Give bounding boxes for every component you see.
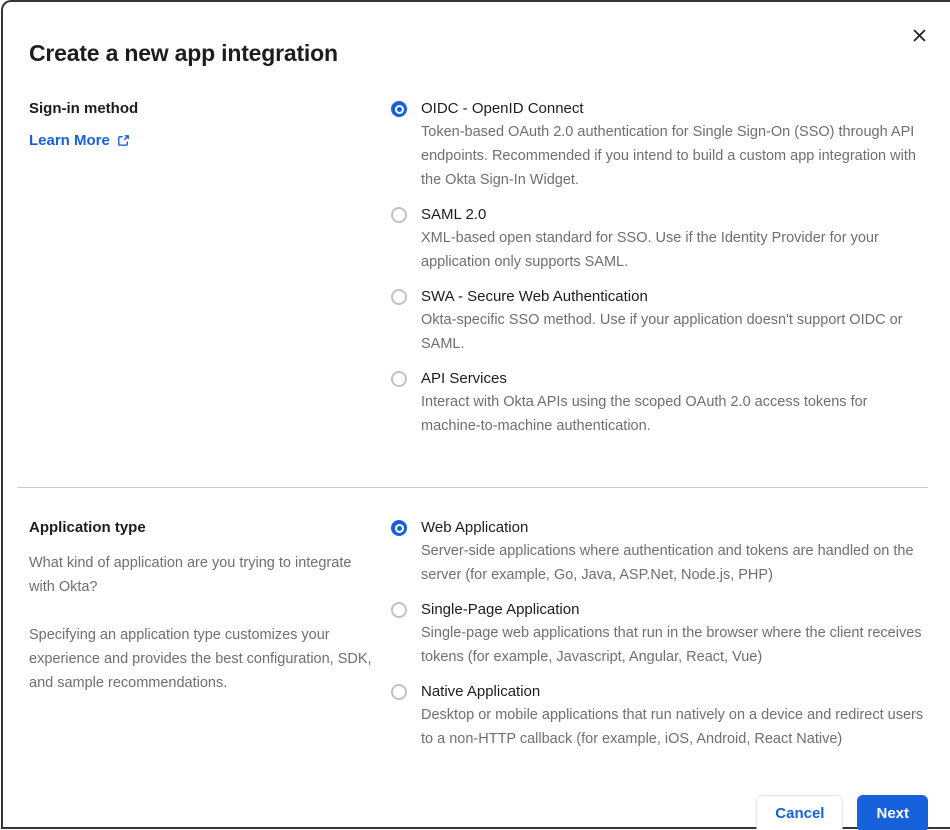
option-description: Server-side applications where authentication and tokens are handled on the server (for example, Go, Java, ASP.Net, Node.js, PHP) <box>421 543 914 583</box>
radio-unselected-icon[interactable] <box>391 602 407 618</box>
radio-option-oidc[interactable] <box>391 98 928 192</box>
application-type-help-text: Specifying an application type customizes your experience and provides the best configuration, SDK, and sample recommendations. <box>29 627 372 691</box>
create-app-integration-dialog <box>1 0 950 829</box>
option-label: Native Application <box>421 683 541 700</box>
option-label: Single-Page Application <box>421 601 580 618</box>
section-divider <box>17 487 928 488</box>
close-x-glyph <box>912 28 927 43</box>
radio-option-api-services[interactable] <box>391 368 928 438</box>
radio-option-web-application[interactable] <box>391 517 928 587</box>
signin-method-heading: Sign-in method <box>29 100 139 117</box>
radio-unselected-icon[interactable] <box>391 289 407 305</box>
learn-more-label: Learn More <box>29 132 110 149</box>
application-type-question: What kind of application are you trying to integrate with Okta? <box>29 555 352 595</box>
radio-unselected-icon[interactable] <box>391 207 407 223</box>
option-label: SAML 2.0 <box>421 206 487 223</box>
signin-method-section <box>29 98 928 450</box>
option-label: Web Application <box>421 519 529 536</box>
radio-option-native-application[interactable] <box>391 681 928 751</box>
option-description: Token-based OAuth 2.0 authentication for Single Sign-On (SSO) through API endpoints. Recommended if you intend to build a custom app integration with the Okta Sign-In Widget. <box>421 124 916 188</box>
external-link-icon <box>116 133 131 148</box>
dialog-footer <box>29 795 928 830</box>
radio-option-single-page-application[interactable] <box>391 599 928 669</box>
option-description: Interact with Okta APIs using the scoped OAuth 2.0 access tokens for machine-to-machine authentication. <box>421 394 868 434</box>
close-icon[interactable] <box>908 24 930 46</box>
option-description: XML-based open standard for SSO. Use if the Identity Provider for your application only supports SAML. <box>421 230 879 270</box>
cancel-button[interactable]: Cancel <box>756 795 843 830</box>
page-title: Create a new app integration <box>29 40 338 66</box>
option-description: Desktop or mobile applications that run natively on a device and redirect users to a non-HTTP callback (for example, iOS, Android, React Native) <box>421 707 924 747</box>
learn-more-link[interactable] <box>29 132 131 149</box>
radio-selected-icon[interactable] <box>391 101 407 117</box>
radio-option-swa[interactable] <box>391 286 928 356</box>
option-label: OIDC - OpenID Connect <box>421 100 584 117</box>
radio-unselected-icon[interactable] <box>391 684 407 700</box>
application-type-heading: Application type <box>29 519 146 536</box>
option-description: Okta-specific SSO method. Use if your application doesn't support OIDC or SAML. <box>421 312 903 352</box>
radio-selected-icon[interactable] <box>391 520 407 536</box>
option-description: Single-page web applications that run in the browser where the client receives tokens (for example, Javascript, Angular, React, Vue) <box>421 625 922 665</box>
next-button[interactable]: Next <box>857 795 928 830</box>
option-label: API Services <box>421 370 507 387</box>
radio-option-saml[interactable] <box>391 204 928 274</box>
radio-unselected-icon[interactable] <box>391 371 407 387</box>
option-label: SWA - Secure Web Authentication <box>421 288 648 305</box>
application-type-section <box>29 517 928 763</box>
